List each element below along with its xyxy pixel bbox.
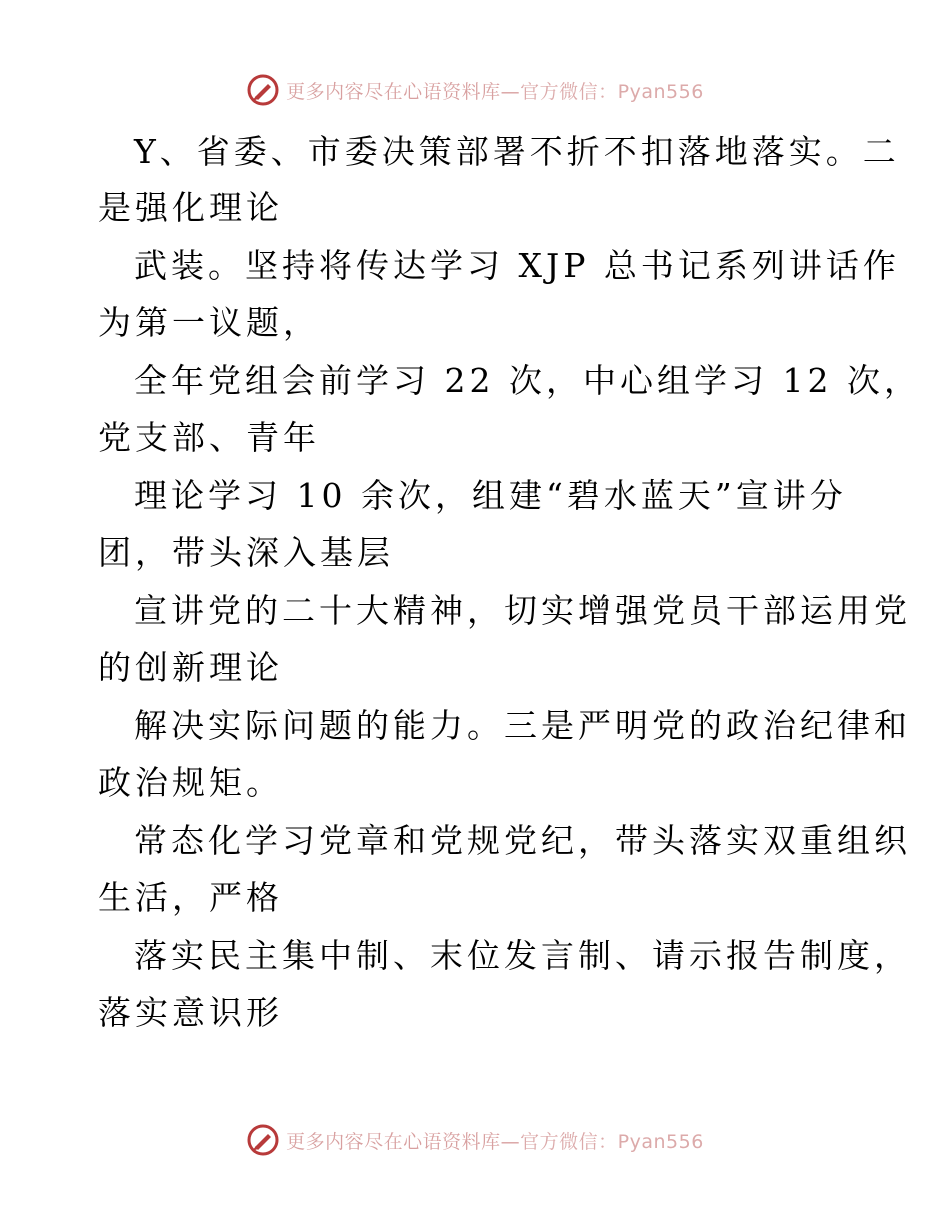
body-line: Y、省委、市委决策部署不折不扣落地落实。二 [134, 132, 900, 171]
footer-wechat-id: 官方微信：Pyan556 [520, 1130, 704, 1153]
body-line: 落实民主集中制、末位发言制、请示报告制度， [134, 936, 911, 975]
body-line: 全年党组会前学习 22 次，中心组学习 12 次， [134, 361, 921, 400]
pen-logo-icon [246, 73, 280, 107]
body-line: 宣讲党的二十大精神，切实增强党员干部运用党 [134, 591, 911, 630]
body-line: 为第一议题， [98, 303, 320, 342]
body-line: 理论学习 10 余次，组建“碧水蓝天”宣讲分 [134, 476, 847, 515]
footer-watermark-text [286, 1127, 704, 1154]
body-line: 解决实际问题的能力。三是严明党的政治纪律和 [134, 706, 911, 745]
header-site-name: 更多内容尽在心语资料库 [286, 80, 501, 103]
body-line: 落实意识形 [98, 993, 283, 1032]
header-watermark-text [286, 77, 704, 104]
body-line: 武装。坚持将传达学习 XJP 总书记系列讲话作 [134, 246, 900, 285]
body-line: 团，带头深入基层 [98, 533, 394, 572]
footer-watermark-banner [0, 1120, 950, 1160]
body-line: 政治规矩。 [98, 763, 283, 802]
body-line: 是强化理论 [98, 188, 283, 227]
header-wechat-id: 官方微信：Pyan556 [520, 80, 704, 103]
body-line: 生活，严格 [98, 878, 283, 917]
body-line: 常态化学习党章和党规党纪，带头落实双重组织 [134, 821, 911, 860]
body-line: 党支部、青年 [98, 418, 320, 457]
body-line: 的创新理论 [98, 648, 283, 687]
header-watermark-banner [0, 70, 950, 110]
pen-logo-icon [246, 1123, 280, 1157]
header-separator: — [500, 80, 521, 103]
footer-site-name: 更多内容尽在心语资料库 [286, 1130, 501, 1153]
footer-separator: — [500, 1130, 521, 1153]
